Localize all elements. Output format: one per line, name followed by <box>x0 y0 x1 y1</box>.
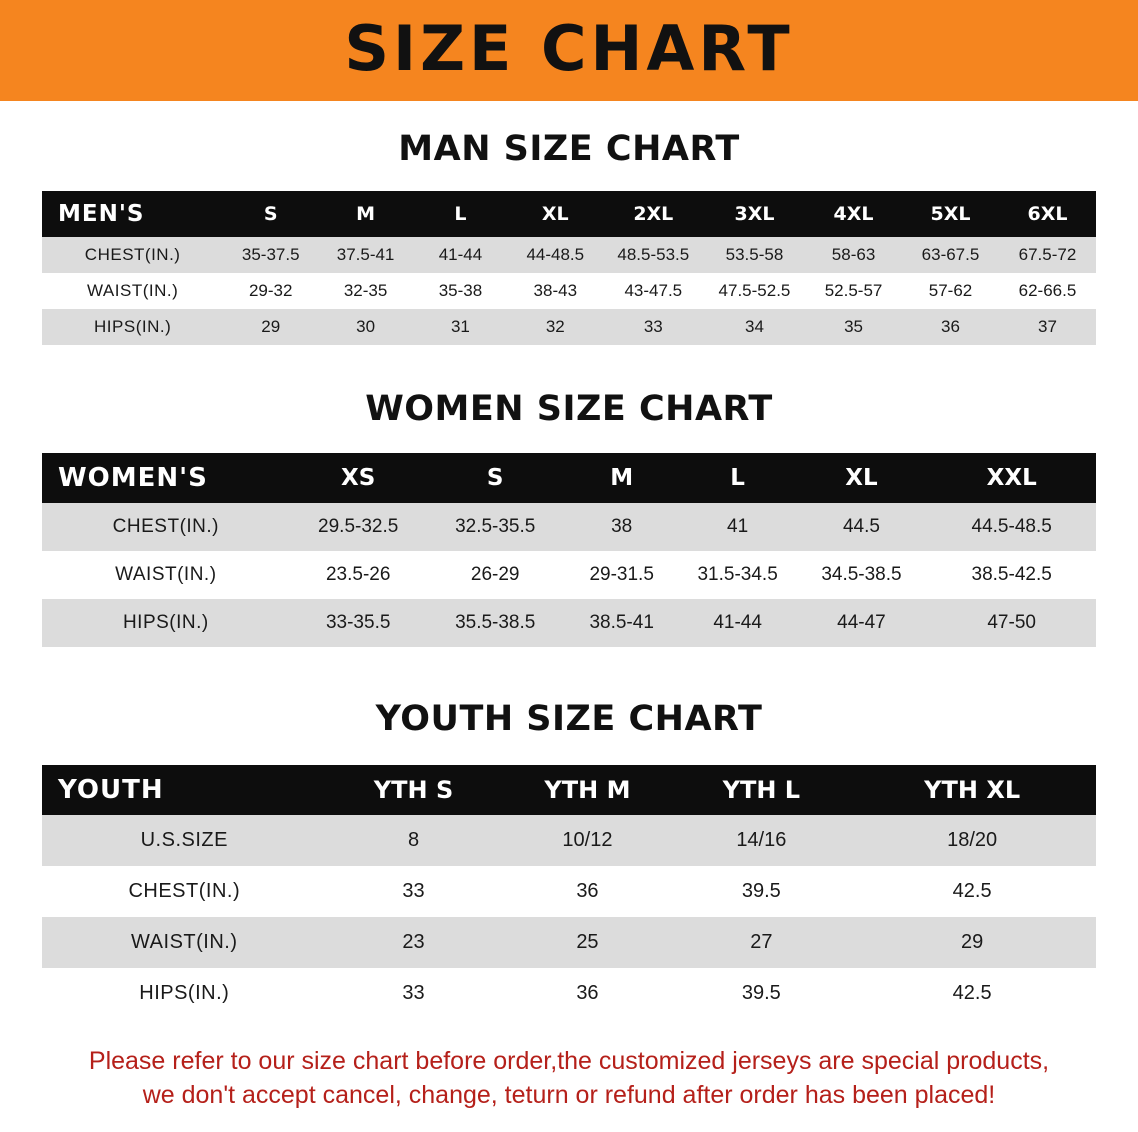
youth-row-label-3: HIPS(IN.) <box>42 968 327 1019</box>
man-cell-0-0: 35-37.5 <box>223 237 318 273</box>
women-col-5: XXL <box>927 453 1096 503</box>
table-row <box>42 968 1096 1019</box>
man-cell-0-3: 44-48.5 <box>508 237 603 273</box>
youth-cell-0-1: 10/12 <box>500 815 674 866</box>
youth-row-label-0: U.S.SIZE <box>42 815 327 866</box>
table-row <box>42 309 1096 345</box>
man-cell-1-2: 35-38 <box>413 273 508 309</box>
youth-col-1: YTH M <box>500 765 674 815</box>
man-cell-1-0: 29-32 <box>223 273 318 309</box>
man-row-header: MEN'S <box>42 191 223 237</box>
man-col-5: 3XL <box>704 191 805 237</box>
table-row <box>42 503 1096 551</box>
women-col-3: L <box>680 453 796 503</box>
women-cell-2-4: 44-47 <box>796 599 928 647</box>
women-cell-0-1: 32.5-35.5 <box>427 503 564 551</box>
page-banner <box>0 0 1138 101</box>
table-row <box>42 866 1096 917</box>
table-header-row <box>42 765 1096 815</box>
women-cell-0-0: 29.5-32.5 <box>290 503 427 551</box>
man-cell-2-0: 29 <box>223 309 318 345</box>
table-row <box>42 599 1096 647</box>
women-cell-2-1: 35.5-38.5 <box>427 599 564 647</box>
table-row <box>42 551 1096 599</box>
women-section-heading: WOMEN SIZE CHART <box>365 389 773 429</box>
youth-cell-0-3: 18/20 <box>848 815 1096 866</box>
youth-cell-2-0: 23 <box>327 917 501 968</box>
youth-cell-3-2: 39.5 <box>674 968 848 1019</box>
man-row-label-1: WAIST(IN.) <box>42 273 223 309</box>
youth-cell-1-0: 33 <box>327 866 501 917</box>
women-cell-0-5: 44.5-48.5 <box>927 503 1096 551</box>
man-cell-2-1: 30 <box>318 309 413 345</box>
man-cell-0-4: 48.5-53.5 <box>603 237 704 273</box>
man-cell-2-7: 36 <box>902 309 999 345</box>
youth-cell-1-3: 42.5 <box>848 866 1096 917</box>
women-cell-0-3: 41 <box>680 503 796 551</box>
man-cell-0-2: 41-44 <box>413 237 508 273</box>
man-cell-2-5: 34 <box>704 309 805 345</box>
youth-col-3: YTH XL <box>848 765 1096 815</box>
man-col-2: L <box>413 191 508 237</box>
man-table-header <box>42 191 1096 237</box>
man-cell-0-8: 67.5-72 <box>999 237 1096 273</box>
women-cell-0-4: 44.5 <box>796 503 928 551</box>
man-col-7: 5XL <box>902 191 999 237</box>
women-cell-1-5: 38.5-42.5 <box>927 551 1096 599</box>
man-col-4: 2XL <box>603 191 704 237</box>
man-cell-2-8: 37 <box>999 309 1096 345</box>
women-row-label-0: CHEST(IN.) <box>42 503 290 551</box>
women-col-2: M <box>564 453 680 503</box>
footer-note <box>36 1045 1102 1113</box>
women-table-header <box>42 453 1096 503</box>
youth-col-0: YTH S <box>327 765 501 815</box>
youth-cell-3-3: 42.5 <box>848 968 1096 1019</box>
man-cell-2-6: 35 <box>805 309 902 345</box>
man-cell-0-5: 53.5-58 <box>704 237 805 273</box>
women-cell-1-3: 31.5-34.5 <box>680 551 796 599</box>
table-row <box>42 273 1096 309</box>
table-header-row <box>42 453 1096 503</box>
table-row <box>42 917 1096 968</box>
women-cell-1-1: 26-29 <box>427 551 564 599</box>
youth-cell-2-2: 27 <box>674 917 848 968</box>
man-table-body <box>42 237 1096 345</box>
women-col-4: XL <box>796 453 928 503</box>
youth-cell-2-1: 25 <box>500 917 674 968</box>
man-cell-1-3: 38-43 <box>508 273 603 309</box>
man-cell-1-7: 57-62 <box>902 273 999 309</box>
man-col-8: 6XL <box>999 191 1096 237</box>
page-title: SIZE CHART <box>344 11 794 85</box>
man-cell-2-3: 32 <box>508 309 603 345</box>
women-table-body <box>42 503 1096 647</box>
youth-size-table <box>42 765 1096 1019</box>
youth-table-wrapper <box>0 765 1138 1019</box>
women-row-header: WOMEN'S <box>42 453 290 503</box>
man-col-3: XL <box>508 191 603 237</box>
youth-row-label-1: CHEST(IN.) <box>42 866 327 917</box>
women-cell-2-0: 33-35.5 <box>290 599 427 647</box>
man-cell-0-7: 63-67.5 <box>902 237 999 273</box>
youth-cell-1-1: 36 <box>500 866 674 917</box>
women-table-wrapper <box>0 453 1138 647</box>
women-cell-2-5: 47-50 <box>927 599 1096 647</box>
youth-cell-0-0: 8 <box>327 815 501 866</box>
man-col-1: M <box>318 191 413 237</box>
table-row <box>42 237 1096 273</box>
man-cell-1-6: 52.5-57 <box>805 273 902 309</box>
women-cell-1-4: 34.5-38.5 <box>796 551 928 599</box>
women-cell-1-2: 29-31.5 <box>564 551 680 599</box>
women-row-label-2: HIPS(IN.) <box>42 599 290 647</box>
youth-cell-3-0: 33 <box>327 968 501 1019</box>
man-section-heading: MAN SIZE CHART <box>398 129 740 169</box>
man-cell-1-8: 62-66.5 <box>999 273 1096 309</box>
man-row-label-2: HIPS(IN.) <box>42 309 223 345</box>
youth-row-header: YOUTH <box>42 765 327 815</box>
youth-row-label-2: WAIST(IN.) <box>42 917 327 968</box>
women-cell-2-2: 38.5-41 <box>564 599 680 647</box>
youth-cell-1-2: 39.5 <box>674 866 848 917</box>
women-row-label-1: WAIST(IN.) <box>42 551 290 599</box>
man-cell-2-2: 31 <box>413 309 508 345</box>
youth-table-body <box>42 815 1096 1019</box>
women-col-1: S <box>427 453 564 503</box>
table-header-row <box>42 191 1096 237</box>
youth-col-2: YTH L <box>674 765 848 815</box>
youth-table-header <box>42 765 1096 815</box>
youth-cell-3-1: 36 <box>500 968 674 1019</box>
women-cell-2-3: 41-44 <box>680 599 796 647</box>
man-row-label-0: CHEST(IN.) <box>42 237 223 273</box>
man-cell-0-1: 37.5-41 <box>318 237 413 273</box>
table-row <box>42 815 1096 866</box>
man-col-0: S <box>223 191 318 237</box>
women-size-table <box>42 453 1096 647</box>
women-cell-1-0: 23.5-26 <box>290 551 427 599</box>
women-cell-0-2: 38 <box>564 503 680 551</box>
footer-note-line-2: we don't accept cancel, change, teturn or refund after order has been placed! <box>142 1080 996 1109</box>
man-cell-1-1: 32-35 <box>318 273 413 309</box>
man-col-6: 4XL <box>805 191 902 237</box>
man-table-wrapper <box>0 191 1138 345</box>
man-cell-1-5: 47.5-52.5 <box>704 273 805 309</box>
youth-cell-0-2: 14/16 <box>674 815 848 866</box>
women-col-0: XS <box>290 453 427 503</box>
footer-note-line-1: Please refer to our size chart before order,the customized jerseys are special products, <box>88 1047 1050 1075</box>
youth-cell-2-3: 29 <box>848 917 1096 968</box>
man-cell-2-4: 33 <box>603 309 704 345</box>
man-cell-0-6: 58-63 <box>805 237 902 273</box>
youth-section-heading: YOUTH SIZE CHART <box>375 699 763 739</box>
man-size-table <box>42 191 1096 345</box>
man-cell-1-4: 43-47.5 <box>603 273 704 309</box>
